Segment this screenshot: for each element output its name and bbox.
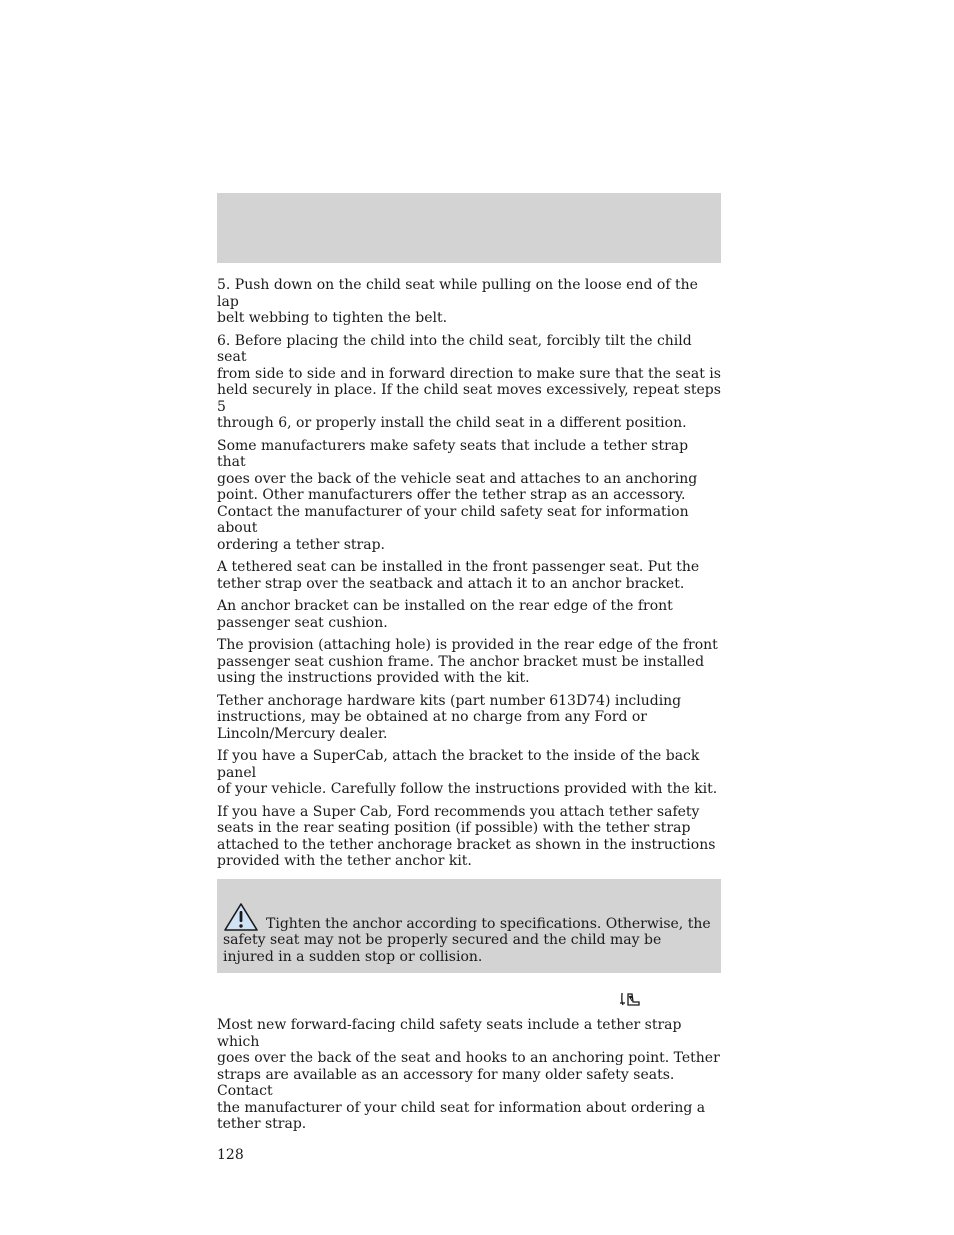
page-number: 128 <box>217 1146 244 1163</box>
paragraph-front-passenger: A tethered seat can be installed in the front passenger seat. Put the tether strap over the seatback and attach it to an anchor bracket. <box>217 559 700 592</box>
warning-text: Tighten the anchor according to specifications. Otherwise, the safety seat may not be properly secured and the child may be injured in a sudden stop or collision. <box>223 915 711 965</box>
paragraph-supercab-recommendation: If you have a Super Cab, Ford recommends you attach tether safety seats in the rear seating position (if possible) with the tether strap attached to the tether anchorage bracket as shown in the instructions provided with the tether anchor kit. <box>217 803 716 869</box>
paragraph-step-6: 6. Before placing the child into the child seat, forcibly tilt the child seat from side to side and in forward direction to make sure that the seat is held securely in place. If the child seat moves excessively, repeat steps 5 through 6, or properly install the child seat in a different position. <box>217 332 721 431</box>
child-seat-tether-icon <box>619 991 641 1007</box>
page-content <box>217 277 721 1163</box>
warning-triangle-icon <box>223 902 259 932</box>
paragraph-forward-facing: Most new forward-facing child safety seats include a tether strap which goes over the back of the seat and hooks to an anchoring point. Tether straps are available as an accessory for many older safety seats. Contact the manufacturer of your child seat for information about ordering a tether strap. <box>217 1017 720 1132</box>
paragraph-anchor-bracket: An anchor bracket can be installed on the rear edge of the front passenger seat cushion. <box>217 598 673 631</box>
paragraph-attaching-hole: The provision (attaching hole) is provided in the rear edge of the front passenger seat cushion frame. The anchor bracket must be installed using the instructions provided with the kit. <box>217 637 718 686</box>
paragraph-supercab-bracket: If you have a SuperCab, attach the bracket to the inside of the back panel of your vehicle. Carefully follow the instructions provided with the kit. <box>217 748 718 797</box>
paragraph-tether-manufacturers: Some manufacturers make safety seats that include a tether strap that goes over the back of the vehicle seat and attaches to an anchoring point. Other manufacturers offer the tether strap as an accessory. Contact the manufacturer of your child safety seat for information about ordering a tether strap. <box>217 437 698 553</box>
paragraph-step-5: 5. Push down on the child seat while pulling on the loose end of the lap belt webbing to tighten the belt. <box>217 277 698 326</box>
section-icon-row <box>217 981 721 1017</box>
paragraph-hardware-kits: Tether anchorage hardware kits (part number 613D74) including instructions, may be obtained at no charge from any Ford or Lincoln/Mercury dealer. <box>217 692 682 742</box>
section-header-bar <box>217 193 721 263</box>
warning-box <box>217 879 721 974</box>
